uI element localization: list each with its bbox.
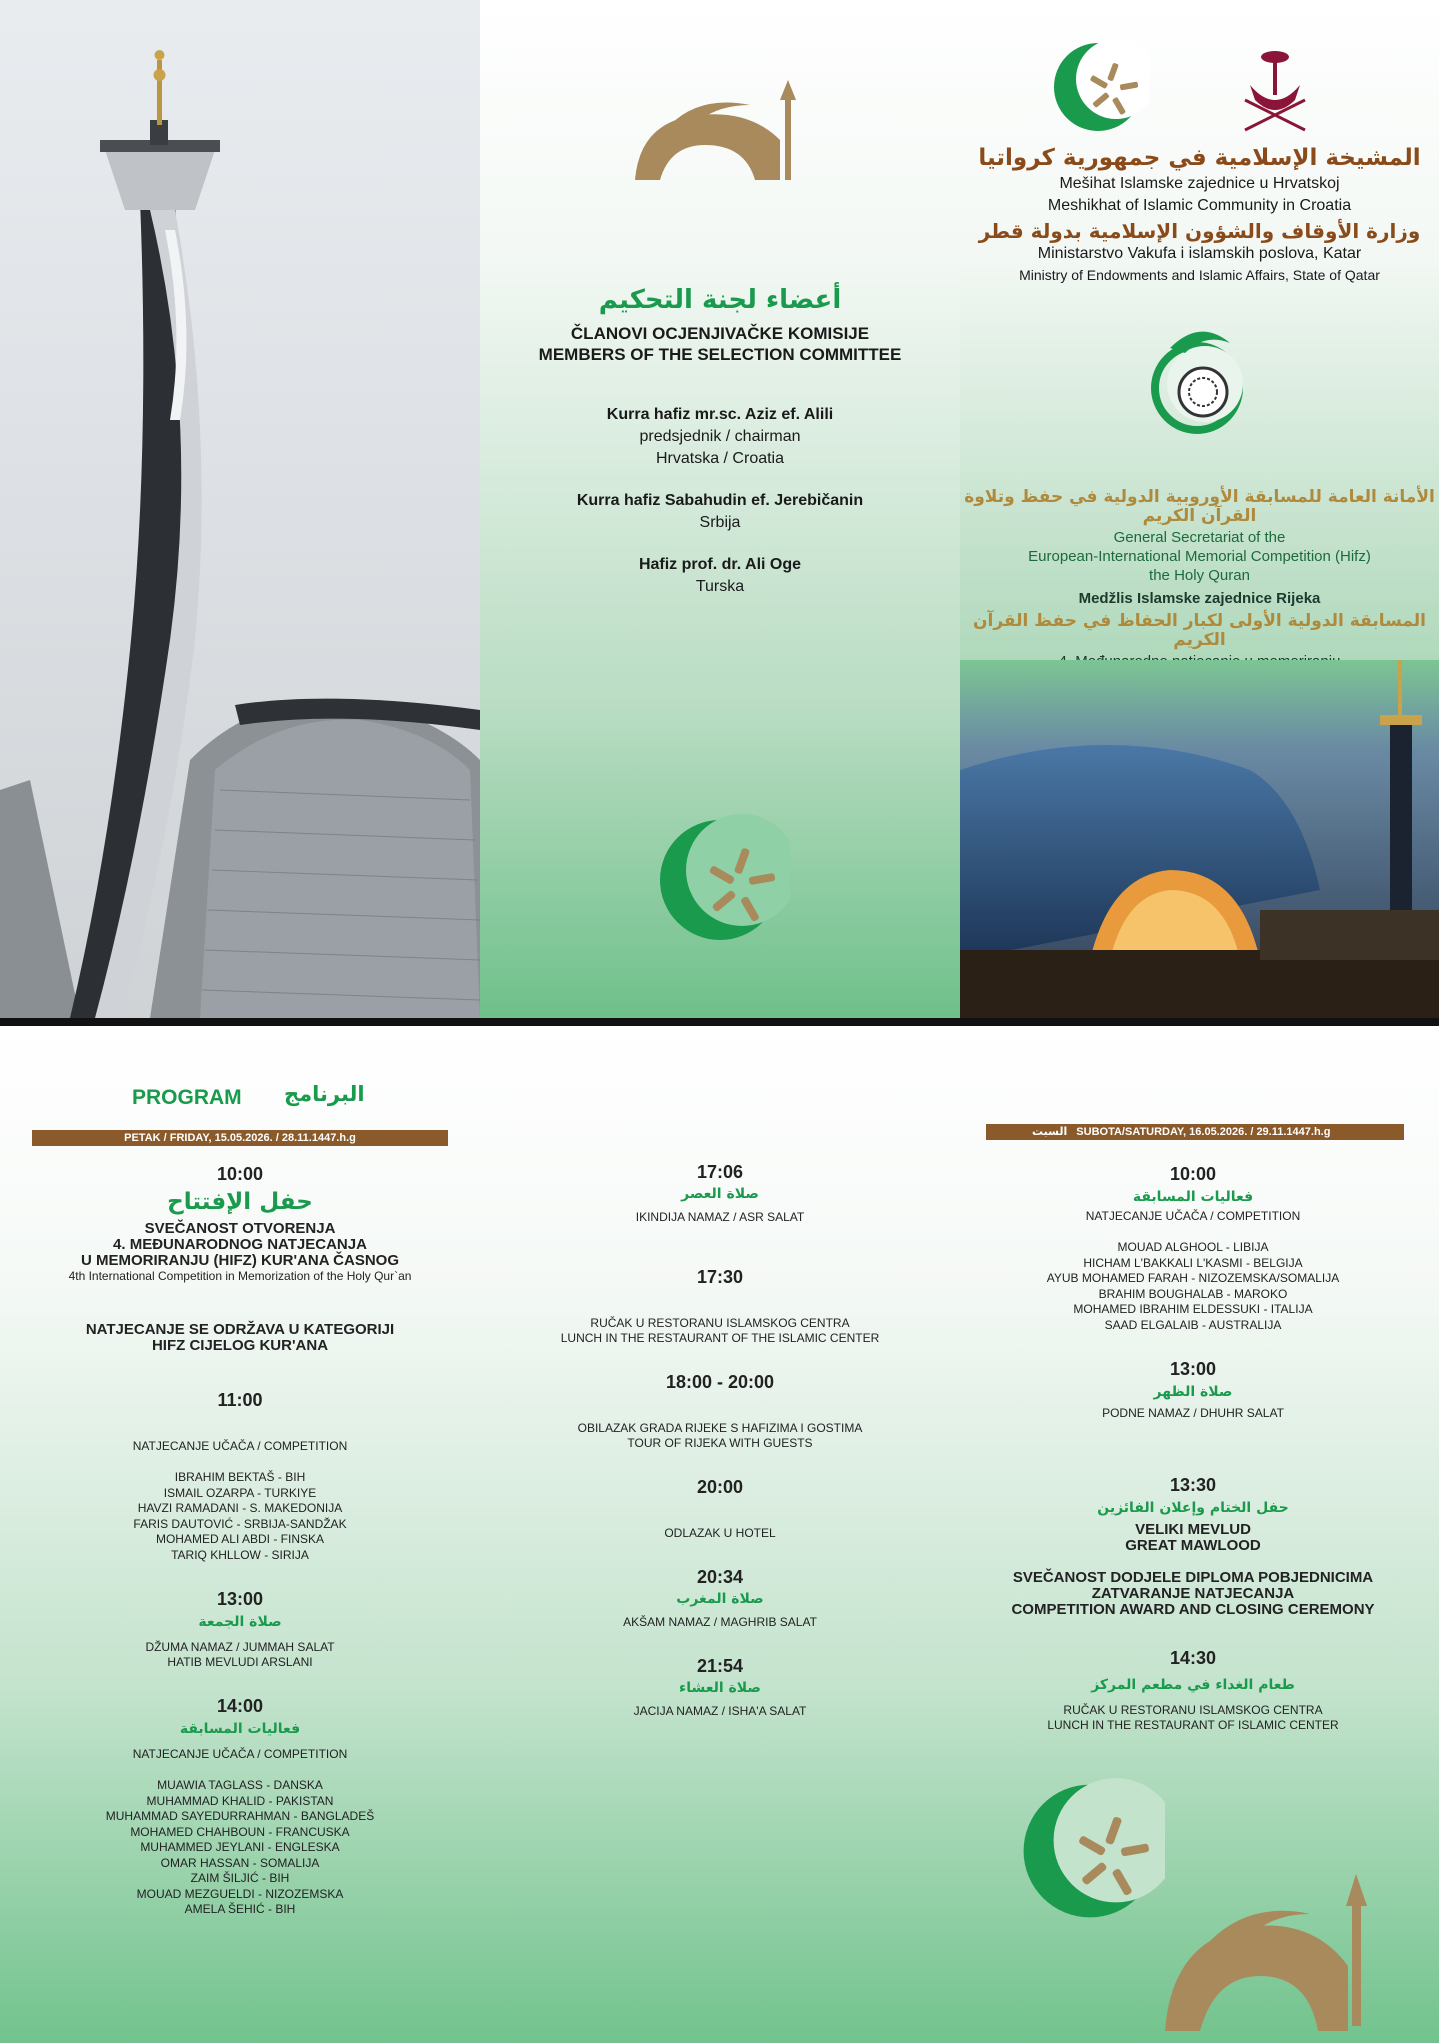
category-line: HIFZ CIJELOG KUR'ANA — [151, 1337, 329, 1354]
event-line: U MEMORIRANJU (HIFZ) KUR'ANA ČASNOG — [81, 1252, 399, 1269]
competitor-list — [20, 1470, 460, 1563]
time-label: 14:00 — [216, 1696, 264, 1716]
event-line: OBILAZAK GRADA RIJEKE S HAFIZIMA I GOSTIMA — [577, 1421, 863, 1435]
mosque-logo-icon — [1160, 1866, 1390, 2036]
event-line: GREAT MAWLOOD — [1125, 1537, 1261, 1554]
event-line: RUČAK U RESTORANU ISLAMSKOG CENTRA — [590, 1316, 850, 1330]
event-title-ar: صلاة الجمعة — [198, 1614, 282, 1630]
event-line: AKŠAM NAMAZ / MAGHRIB SALAT — [623, 1615, 817, 1629]
event-title-ar: صلاة الظهر — [1153, 1384, 1233, 1400]
event-line: NATJECANJE UČAČA / COMPETITION — [1085, 1209, 1301, 1223]
program-column-day1-evening — [500, 1162, 940, 1719]
ministry-title-hr: Ministarstvo Vakufa i islamskih poslova, Katar — [1037, 245, 1362, 262]
secretariat-emblem-icon — [1145, 318, 1255, 443]
time-label: 20:00 — [696, 1477, 744, 1497]
event-title-ar: حفل الإفتتاح — [167, 1189, 313, 1215]
cover-panel — [960, 0, 1439, 1018]
crescent-star-logo-icon — [650, 810, 790, 950]
page-divider — [0, 1018, 1439, 1026]
member-name: Hafiz prof. dr. Ali Oge — [638, 556, 802, 573]
program-title-ar: البرنامج — [284, 1082, 365, 1106]
time-label: 13:00 — [1169, 1359, 1217, 1379]
secretariat-title-en: General Secretariat of the — [1113, 529, 1286, 546]
event-line: IKINDIJA NAMAZ / ASR SALAT — [635, 1210, 805, 1224]
list-item: ISMAIL OZARPA - TURKIYE — [163, 1485, 317, 1500]
time-label: 13:30 — [1169, 1475, 1217, 1495]
list-item: BRAHIM BOUGHALAB - MAROKO — [1098, 1286, 1288, 1301]
event-title-ar: فعاليات المسابقة — [1132, 1189, 1254, 1205]
event-line: LUNCH IN THE RESTAURANT OF ISLAMIC CENTER — [1047, 1718, 1339, 1732]
list-item: FARIS DAUTOVIĆ - SRBIJA-SANDŽAK — [133, 1516, 347, 1531]
time-label: 14:30 — [1169, 1648, 1217, 1668]
event-line: SVEČANOST OTVORENJA — [144, 1220, 336, 1237]
secretariat-title-ar: الأمانة العامة للمسابقة الأوروبية الدولية في حفظ وتلاوة القرآن الكريم — [964, 487, 1435, 526]
member-country: Turska — [695, 578, 745, 595]
time-label: 18:00 - 20:00 — [665, 1372, 775, 1392]
time-label: 13:00 — [216, 1589, 264, 1609]
program-column-day2 — [973, 1164, 1413, 1733]
list-item: MOHAMED CHAHBOUN - FRANCUSKA — [130, 1824, 350, 1839]
event-title-ar: صلاة العشاء — [679, 1680, 761, 1696]
list-item: TARIQ KHLLOW - SIRIJA — [171, 1547, 309, 1562]
list-item: OMAR HASSAN - SOMALIJA — [160, 1855, 320, 1870]
competitor-list — [973, 1240, 1413, 1333]
time-label: 21:54 — [696, 1656, 744, 1676]
event-line: RUČAK U RESTORANU ISLAMSKOG CENTRA — [1063, 1703, 1323, 1717]
minaret-photo — [0, 0, 480, 1018]
crescent-star-logo-icon — [1050, 35, 1150, 135]
list-item: MUHAMMAD SAYEDURRAHMAN - BANGLADEŠ — [105, 1809, 375, 1823]
competition-title-ar: المسابقة الدولية الأولى لكبار الحفاظ في حفظ القرآن الكريم — [972, 611, 1426, 650]
day2-date-bar — [986, 1124, 1404, 1140]
category-line: NATJECANJE SE ODRŽAVA U KATEGORIJI — [85, 1321, 395, 1338]
list-item: MOUAD ALGHOOL - LIBIJA — [1117, 1240, 1269, 1254]
top-spread — [0, 0, 1439, 1018]
member-role: predsjednik / chairman — [639, 428, 801, 445]
time-label: 17:06 — [696, 1162, 744, 1182]
list-item: MUAWIA TAGLASS - DANSKA — [157, 1778, 323, 1792]
event-title-ar: فعاليات المسابقة — [179, 1721, 301, 1737]
committee-title-en: MEMBERS OF THE SELECTION COMMITTEE — [538, 345, 902, 364]
program-title-en: PROGRAM — [132, 1086, 242, 1109]
list-item: HAVZI RAMADANI - S. MAKEDONIJA — [137, 1501, 343, 1515]
event-line: SVEČANOST DODJELE DIPLOMA POBJEDNICIMA — [1012, 1569, 1374, 1586]
event-title-ar: صلاة المغرب — [676, 1591, 764, 1607]
time-label: 11:00 — [217, 1390, 263, 1410]
program-spread — [0, 1026, 1439, 2043]
member-name: Kurra hafiz mr.sc. Aziz ef. Alili — [606, 406, 834, 423]
secretariat-title-en: the Holy Quran — [1149, 567, 1250, 584]
list-item: MOHAMED ALI ABDI - FINSKA — [155, 1532, 325, 1546]
list-item: MOUAD MEZGUELDI - NIZOZEMSKA — [136, 1886, 344, 1901]
committee-title-hr: ČLANOVI OCJENJIVAČKE KOMISIJE — [570, 324, 870, 343]
mosque-night-photo — [960, 660, 1439, 1018]
event-line: VELIKI MEVLUD — [1135, 1521, 1251, 1538]
list-item: AMELA ŠEHIĆ - BIH — [184, 1902, 296, 1916]
list-item: HICHAM L'BAKKALI L'KASMI - BELGIJA — [1083, 1255, 1303, 1270]
list-item: AYUB MOHAMED FARAH - NIZOZEMSKA/SOMALIJA — [1046, 1271, 1340, 1285]
time-label: 17:30 — [696, 1267, 744, 1287]
org-title-en: Meshikhat of Islamic Community in Croatia — [1047, 197, 1352, 214]
competitor-list — [20, 1778, 460, 1918]
list-item: MUHAMMAD KHALID - PAKISTAN — [146, 1793, 334, 1808]
program-column-day1 — [20, 1164, 460, 1918]
ministry-title-ar: وزارة الأوقاف والشؤون الإسلامية بدولة قطر — [978, 219, 1421, 243]
ministry-title-en: Ministry of Endowments and Islamic Affairs, State of Qatar — [1019, 267, 1380, 283]
event-line: JACIJA NAMAZ / ISHA'A SALAT — [633, 1704, 807, 1718]
event-line: COMPETITION AWARD AND CLOSING CEREMONY — [1011, 1601, 1375, 1618]
event-title-ar: طعام الغداء في مطعم المركز — [1091, 1677, 1295, 1693]
event-line: NATJECANJE UČAČA / COMPETITION — [132, 1439, 348, 1453]
time-label: 20:34 — [696, 1567, 744, 1587]
member-country: Srbija — [699, 514, 741, 531]
event-line: 4th International Competition in Memorization of the Holy Qur`an — [68, 1269, 412, 1283]
member-name: Kurra hafiz Sabahudin ef. Jerebičanin — [576, 492, 864, 509]
day2-date-ar: السبت — [1032, 1125, 1068, 1138]
qatar-emblem-icon — [1240, 45, 1310, 135]
org-title-hr: Mešihat Islamske zajednice u Hrvatskoj — [1059, 175, 1340, 192]
event-line: NATJECANJE UČAČA / COMPETITION — [132, 1747, 348, 1761]
list-item: MUHAMMED JEYLANI - ENGLESKA — [140, 1840, 340, 1854]
day2-date-text: SUBOTA/SATURDAY, 16.05.2026. / 29.11.1447.h.g — [1076, 1126, 1331, 1138]
list-item: MOHAMED IBRAHIM ELDESSUKI - ITALIJA — [1073, 1302, 1313, 1316]
list-item: SAAD ELGALAIB - AUSTRALIJA — [1104, 1317, 1282, 1332]
org-title-ar: المشيخة الإسلامية في جمهورية كرواتيا — [978, 145, 1421, 171]
crescent-star-logo-icon — [1015, 1776, 1165, 1926]
event-line: HATIB MEVLUDI ARSLANI — [167, 1655, 313, 1669]
time-label: 10:00 — [1169, 1164, 1217, 1184]
event-title-ar: حفل الختام وإعلان الفائزين — [1097, 1500, 1289, 1516]
event-line: ODLAZAK U HOTEL — [664, 1526, 776, 1540]
event-line: TOUR OF RIJEKA WITH GUESTS — [627, 1436, 813, 1450]
mosque-logo-icon — [630, 80, 810, 190]
event-line: PODNE NAMAZ / DHUHR SALAT — [1102, 1406, 1284, 1420]
list-item: IBRAHIM BEKTAŠ - BIH — [174, 1470, 306, 1484]
list-item: ZAIM ŠILJIĆ - BIH — [190, 1871, 290, 1885]
committee-panel — [480, 0, 960, 1018]
member-country: Hrvatska / Croatia — [655, 450, 785, 467]
event-title-ar: صلاة العصر — [681, 1186, 759, 1202]
secretariat-title-en: European-International Memorial Competition (Hifz) — [1028, 548, 1371, 565]
time-label: 10:00 — [216, 1164, 264, 1184]
event-line: DŽUMA NAMAZ / JUMMAH SALAT — [145, 1640, 335, 1654]
event-line: ZATVARANJE NATJECANJA — [1091, 1585, 1295, 1602]
medzlis-title: Medžlis Islamske zajednice Rijeka — [1078, 590, 1321, 607]
event-line: LUNCH IN THE RESTAURANT OF THE ISLAMIC CENTER — [560, 1331, 880, 1345]
minaret-illustration — [0, 0, 480, 1018]
day1-date-bar: PETAK / FRIDAY, 15.05.2026. / 28.11.1447.h.g — [32, 1130, 448, 1146]
event-line: 4. MEĐUNARODNOG NATJECANJA — [113, 1236, 367, 1253]
committee-title-ar: أعضاء لجنة التحكيم — [598, 285, 842, 315]
